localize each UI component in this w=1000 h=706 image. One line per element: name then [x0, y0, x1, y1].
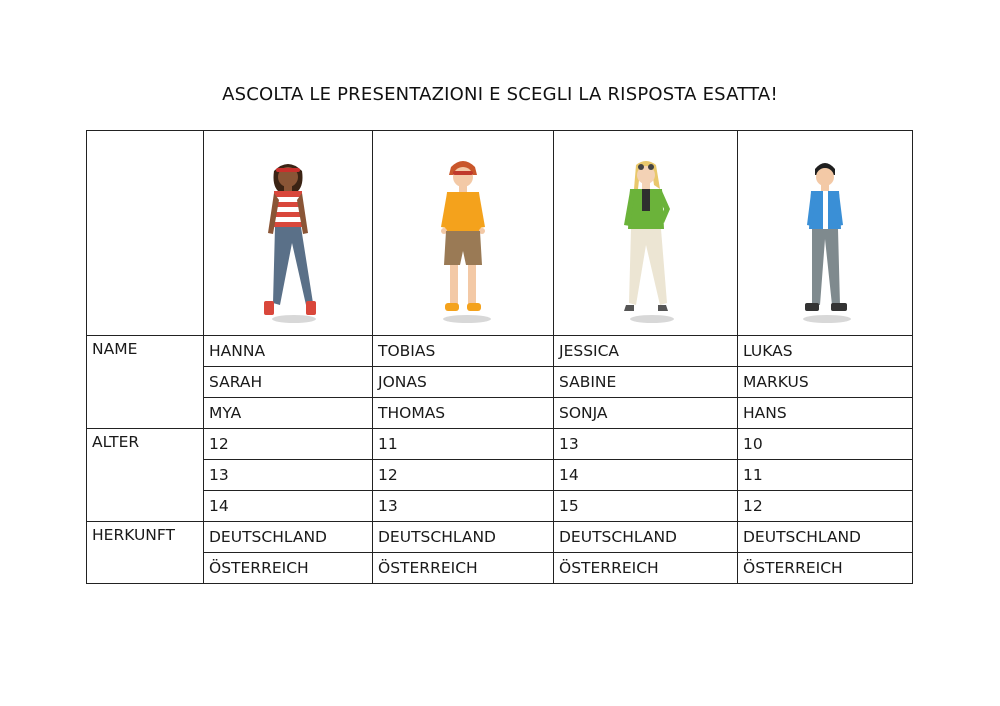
girl-green-jacket-icon [606, 157, 686, 327]
age-option[interactable]: 10 [738, 429, 913, 460]
origin-option[interactable]: DEUTSCHLAND [373, 522, 554, 553]
name-option[interactable]: TOBIAS [373, 336, 554, 367]
boy-blue-shirt-icon [785, 157, 865, 327]
name-option[interactable]: MYA [204, 398, 373, 429]
name-row [87, 398, 913, 429]
name-option[interactable]: LUKAS [738, 336, 913, 367]
character-cell [738, 131, 913, 336]
girl-striped-shirt-icon [248, 157, 328, 327]
name-option[interactable]: SABINE [554, 367, 738, 398]
name-option[interactable]: JONAS [373, 367, 554, 398]
origin-label: HERKUNFT [87, 522, 204, 584]
origin-row [87, 553, 913, 584]
age-option[interactable]: 12 [373, 460, 554, 491]
boy-orange-shirt-icon [423, 157, 503, 327]
origin-option[interactable]: ÖSTERREICH [373, 553, 554, 584]
age-option[interactable]: 13 [204, 460, 373, 491]
character-cell [554, 131, 738, 336]
age-option[interactable]: 14 [204, 491, 373, 522]
name-option[interactable]: HANNA [204, 336, 373, 367]
origin-option[interactable]: DEUTSCHLAND [204, 522, 373, 553]
age-option[interactable]: 15 [554, 491, 738, 522]
age-option[interactable]: 11 [373, 429, 554, 460]
character-cell [373, 131, 554, 336]
origin-option[interactable]: ÖSTERREICH [554, 553, 738, 584]
name-row [87, 336, 913, 367]
empty-corner-cell [87, 131, 204, 336]
age-option[interactable]: 11 [738, 460, 913, 491]
name-row [87, 367, 913, 398]
name-label: NAME [87, 336, 204, 429]
origin-option[interactable]: DEUTSCHLAND [554, 522, 738, 553]
origin-option[interactable]: ÖSTERREICH [738, 553, 913, 584]
age-option[interactable]: 12 [738, 491, 913, 522]
character-cell [204, 131, 373, 336]
name-option[interactable]: SARAH [204, 367, 373, 398]
origin-row [87, 522, 913, 553]
age-option[interactable]: 14 [554, 460, 738, 491]
name-option[interactable]: THOMAS [373, 398, 554, 429]
origin-option[interactable]: ÖSTERREICH [204, 553, 373, 584]
character-row [87, 131, 913, 336]
name-option[interactable]: HANS [738, 398, 913, 429]
age-row [87, 491, 913, 522]
name-option[interactable]: MARKUS [738, 367, 913, 398]
page-title: ASCOLTA LE PRESENTAZIONI E SCEGLI LA RISPOSTA ESATTA! [222, 84, 778, 105]
name-option[interactable]: SONJA [554, 398, 738, 429]
origin-option[interactable]: DEUTSCHLAND [738, 522, 913, 553]
age-option[interactable]: 13 [373, 491, 554, 522]
name-option[interactable]: JESSICA [554, 336, 738, 367]
age-row [87, 460, 913, 491]
answer-table [86, 130, 913, 584]
age-row [87, 429, 913, 460]
age-label: ALTER [87, 429, 204, 522]
age-option[interactable]: 12 [204, 429, 373, 460]
age-option[interactable]: 13 [554, 429, 738, 460]
